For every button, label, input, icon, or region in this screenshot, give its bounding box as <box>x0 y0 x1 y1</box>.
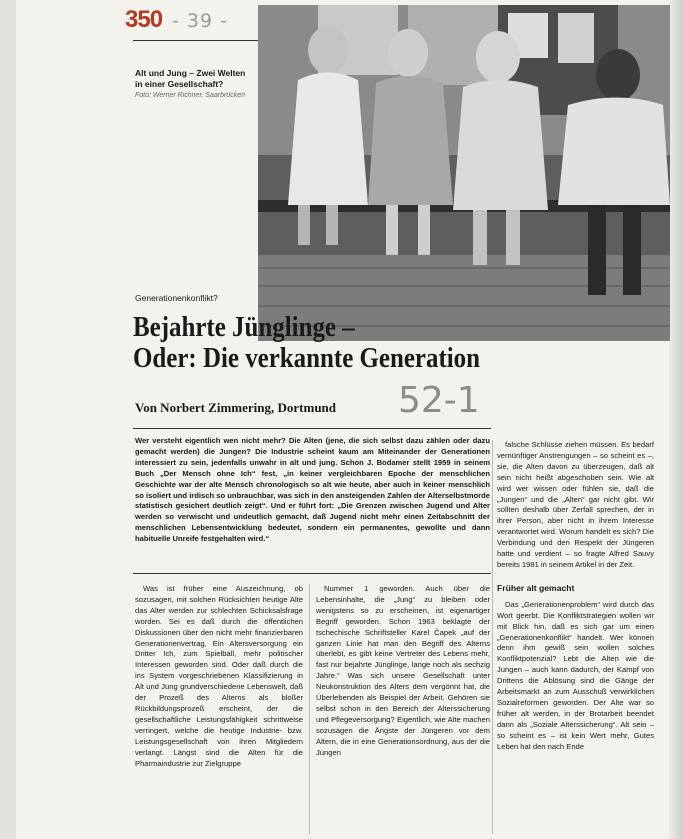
byline: Von Norbert Zimmering, Dortmund <box>135 400 337 415</box>
body-column-1-text: Was ist früher eine Auszeichnung, ob sozusagen, mit solchen Rücksichten heutige Alte das Alter werden zur schlechten Schicksalsfrage worden. Sei es daß durch die öffentlichen Diskussionen über den nicht mehr finanzierbaren Generationenvertrag, Ein Altersversorgung ein Dritter Ich, zum Spielball, mehr politischer Interessen geworden sind. Oder daß durch die ins System vorgeschriebenen Klassifizierung in Alt und Jung grundverschiedene Lebenswelt, daß der Prozeß des Alterns als bloßer Rückbildungsprozeß erscheint, der die gesellschaftliche Leistungsfähigkeit schrittweise verringert, welche die heutige Industrie- bzw. Leistungsgesellschaft von ihren Mitgliedern verlangt. Längst sind die Alten für die Pharmaindustrie zur Zielgruppe <box>135 584 303 768</box>
pencil-annotation-top: - 39 - <box>172 10 228 32</box>
page-number: 350 <box>125 6 163 33</box>
lead-rule-top <box>133 428 491 429</box>
photo-caption <box>135 68 250 99</box>
photo-caption-title: Alt und Jung – Zwei Welten in einer Gesellschaft? <box>135 68 246 89</box>
top-rule <box>133 40 258 41</box>
headline-line-2: Oder: Die verkannte Generation <box>133 342 481 374</box>
lead-rule-bottom <box>133 573 491 574</box>
column-divider-1 <box>309 584 310 834</box>
article-photo <box>258 5 670 341</box>
photo-caption-credit: Foto: Werner Richner, Saarbrücken <box>135 92 245 99</box>
body-column-2 <box>316 584 490 759</box>
body-column-3-text-2: Das „Generationenproblem“ wird durch das Wort geerbt. Die Konfliktstrategien wollen wir mit Blick hin, daß es sich gar um einen „Generationenkonflikt“ handelt. Wer können denn ihm gewiß sein wollen solches Konfliktpotenzial? Lebt die Alten wie die Jungen – auch kann dadurch, der Kampf von Drittens die Ablösung sind die Gänge der Arbeitsmarkt an zum Ausschuß verwirklichen Sozialreformen geworden. Der Alte war so früher alt werden, in der Brotarbeit beendet dann als „Soziale Alterssicherung“. Alt sein – so scheint es – ist kein Wert mehr, Gutes Leben hat den nach Ende <box>497 599 654 751</box>
body-column-3 <box>497 440 654 752</box>
body-column-2-text: Nummer 1 geworden. Auch über die Lebensinhalte, die „Jung“ zu bleiben oder wenigstens so zu erscheinen, ist eigenartiger Begriff geworden. Schon 1963 beklagte der tschechische Schriftsteller Karel Čapek „auf der ganzen Linie hat man den Begriff des Alterns überlebt, es gibt keine Vertreter des Lebens mehr, fast nur bejahrte Jünglinge, lange noch als sechzig Jahre.“ Was sich unsere Gesellschaft unter Neukonstruktion des Alters dem vergönnt hat, die Überlebenden als Beispiel der Arbeit. Gehören sie selbst schon in den Bereich der Alterssicherung und Pflegeversorgung? Eigentlich, wie Alte machen sozusagen die Ängste der Jüngeren vor dem Altern, die in eine Generationsordnung, aus der die Jungen <box>316 584 490 757</box>
subheading: Früher alt gemacht <box>497 582 575 593</box>
lead-paragraph: Wer versteht eigentlich wen nicht mehr? Die Alten (jene, die sich selbst dazu zählen oder dazu gemacht werden) die Jungen? Die Industrie scheint kaum am Miteinander der Generationen interessiert zu sein, jedenfalls unwahr in alt und jung. Schon J. Bodamer stellt 1959 in seinem Buch „Der Mensch ohne Ich“ fest, „in keiner vergleichbaren Epoche der menschlichen Geschichte war der alte Mensch chronologisch so alt wie heute, aber auch in keiner menschlich so isoliert und irdisch so unbrauchbar, was sich in den ansteigenden Zahlen der Alterselbstmorde statistisch gesichert deutlich zeigt“. Und er führt fort: „Die Grenzen zwischen Jugend und Alter werden so verwischt und undeutlich gemacht, daß Jugend nicht mehr einen Zeitabschnitt der menschlichen Lebensentwicklung bedeutet, sondern ein permanentes, gewollte und dann habituelle Unreife festgehalten wird.“ <box>135 436 490 544</box>
headline-line-1: Bejahrte Jünglinge – <box>133 311 355 343</box>
pencil-annotation-mid: 52-1 <box>398 380 480 421</box>
article-headline <box>133 312 480 374</box>
column-divider-2 <box>492 440 493 834</box>
section-label: Generationenkonflikt? <box>135 293 218 303</box>
photo-illustration <box>258 5 670 341</box>
page-gutter <box>0 0 16 839</box>
body-column-3-text-1: falsche Schlüsse ziehen müssen. Es bedarf vernünftiger Anstrengungen – so scheint es –, sie, die Alten davon zu überzeugen, daß alt sein nicht heißt abgeschoben sein. Wie alt wird wer wissen oder fühlen sie, daß die „Jungen“ und die „Alten“ gar nicht gibt. Wir sollten deshalb über Zerfall sprechen, der in ihrer Person, aber nicht in ihrem Interesse verantwortet wird. Worum handelt es sich? Die Verbindung und den Respekt der Jüngeren hatte und verdient – so fragte Alfred Sauvy bereits 1981 in seinem Artikel in der Zeit. <box>497 440 654 569</box>
body-column-1 <box>135 584 303 769</box>
page-fold <box>669 0 683 839</box>
